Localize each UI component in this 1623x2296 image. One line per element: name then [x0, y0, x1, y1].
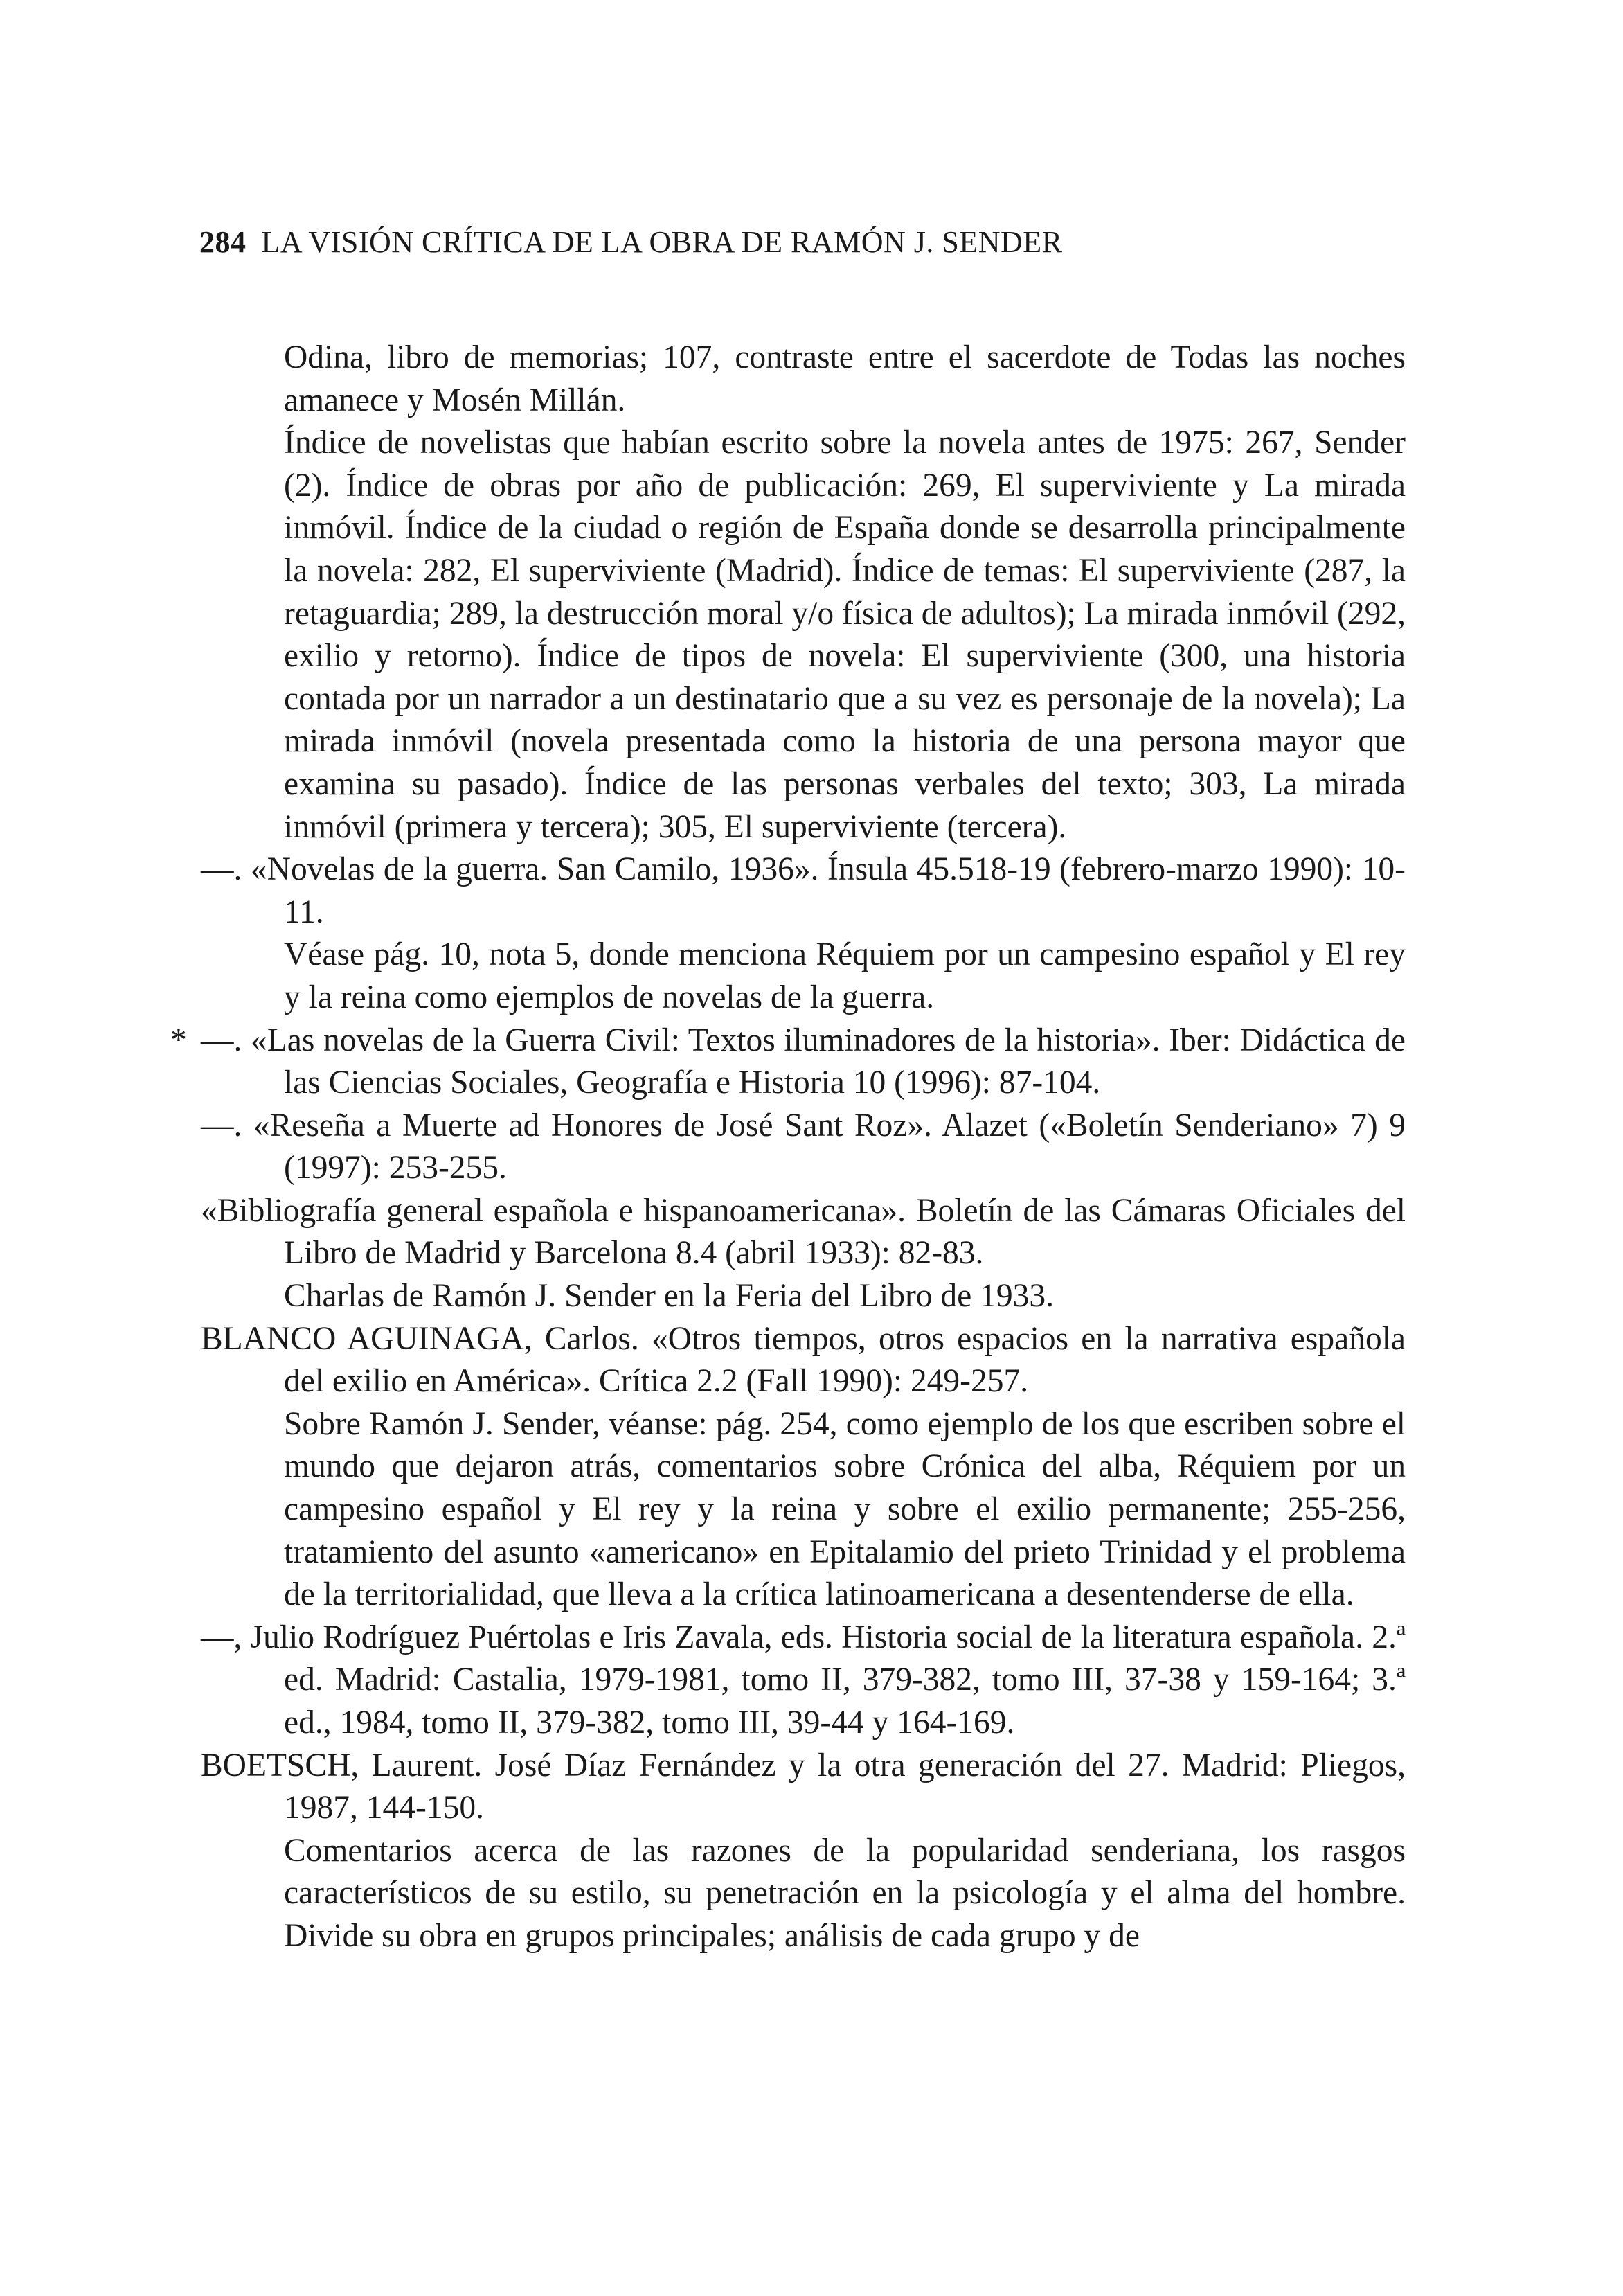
annotation-note: Comentarios acerca de las razones de la popularidad senderiana, los rasgos característicos de su estilo, su penetración en la psicología y el alma del hombre. Divide su obra en grupos principales; análisis de cada grupo y de [284, 1832, 1406, 1954]
bibliography-entry-starred [170, 1020, 1406, 1105]
bibliography-entry: «Bibliografía general española e hispanoamericana». Boletín de las Cámaras Oficiales del Libro de Madrid y Barcelona 8.4 (abril 1933): 82-83. [201, 1192, 1406, 1272]
bibliography-body [170, 337, 1406, 1958]
entry-text: —. «Las novelas de la Guerra Civil: Textos iluminadores de la historia». Iber: Didáctica de las Ciencias Sociales, Geografía e Historia 10 (1996): 87-104. [201, 1022, 1406, 1101]
annotation-note: Índice de novelistas que habían escrito sobre la novela antes de 1975: 267, Sender (2). Índice de obras por año de publicación: 269, El superviviente y La mirada inmóvil. Índice de la ciudad o región de España donde se desarrolla principalmente la novela: 282, El superviviente (Madrid). Índice de temas: El superviviente (287, la retaguardia; 289, la destrucción moral y/o física de adultos); La mirada inmóvil (292, exilio y retorno). Índice de tipos de novela: El superviviente (300, una historia contada por un narrador a un destinatario que a su vez es personaje de la novela); La mirada inmóvil (novela presentada como la historia de una persona mayor que examina su pasado). Índice de las personas verbales del texto; 303, La mirada inmóvil (primera y tercera); 305, El superviviente (tercera). [284, 425, 1406, 845]
bibliography-entry: BLANCO AGUINAGA, Carlos. «Otros tiempos, otros espacios en la narrativa española del exilio en América». Crítica 2.2 (Fall 1990): 249-257. [201, 1320, 1406, 1400]
page-number: 284 [199, 225, 246, 259]
bibliography-entry: —. «Novelas de la guerra. San Camilo, 1936». Ínsula 45.518-19 (febrero-marzo 1990): 10-11. [201, 851, 1406, 930]
asterisk-marker: * [170, 1022, 187, 1058]
annotation-note: Véase pág. 10, nota 5, donde menciona Réquiem por un campesino español y El rey y la reina como ejemplos de novelas de la guerra. [284, 936, 1406, 1015]
bibliography-entry: —, Julio Rodríguez Puértolas e Iris Zavala, eds. Historia social de la literatura española. 2.ª ed. Madrid: Castalia, 1979-1981, tomo II, 379-382, tomo III, 37-38 y 159-164; 3.ª ed., 1984, tomo II, 379-382, tomo III, 39-44 y 164-169. [201, 1619, 1406, 1741]
annotation-note: Charlas de Ramón J. Sender en la Feria del Libro de 1933. [284, 1278, 1055, 1315]
annotation-note: Sobre Ramón J. Sender, véanse: pág. 254, como ejemplo de los que escriben sobre el mundo que dejaron atrás, comentarios sobre Crónica del alba, Réquiem por un campesino español y El rey y la reina y sobre el exilio permanente; 255-256, tratamiento del asunto «americano» en Epitalamio del prieto Trinidad y el problema de la territorialidad, que lleva a la crítica latinoamericana a desentenderse de ella. [284, 1405, 1406, 1613]
bibliography-entry: —. «Reseña a Muerte ad Honores de José Sant Roz». Alazet («Boletín Senderiano» 7) 9 (1997): 253-255. [201, 1107, 1406, 1186]
annotation-note: Odina, libro de memorias; 107, contraste entre el sacerdote de Todas las noches amanece y Mosén Millán. [284, 339, 1406, 418]
running-title: LA VISIÓN CRÍTICA DE LA OBRA DE RAMÓN J. SENDER [261, 225, 1063, 259]
running-header [199, 224, 1063, 260]
bibliography-entry: BOETSCH, Laurent. José Díaz Fernández y la otra generación del 27. Madrid: Pliegos, 1987, 144-150. [201, 1747, 1406, 1826]
